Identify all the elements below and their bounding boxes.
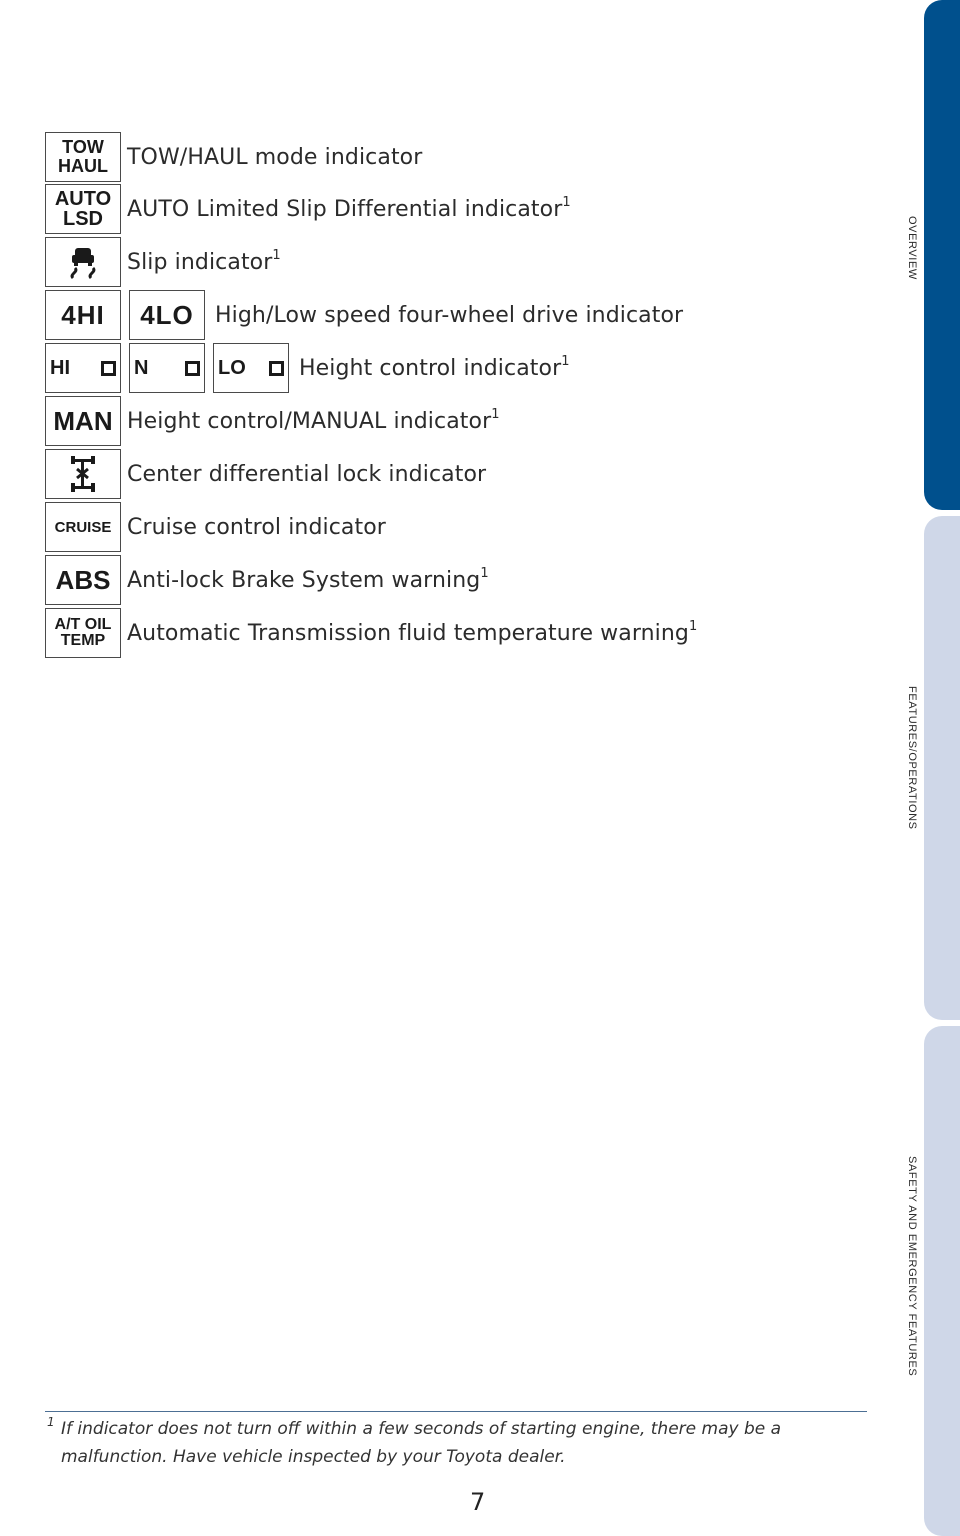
page-number: 7	[470, 1488, 486, 1516]
4hi-icon: 4HI	[45, 290, 121, 340]
icon-text-line: LSD	[63, 208, 103, 230]
auto-lsd-icon	[45, 184, 121, 234]
indicator-row-abs	[45, 555, 489, 605]
indicator-row-cruise	[45, 502, 386, 552]
indicator-row-slip	[45, 237, 281, 287]
4lo-icon: 4LO	[129, 290, 205, 340]
center-diff-lock-icon	[45, 449, 121, 499]
footnote-text: If indicator does not turn off within a few seconds of starting engine, there may be a malfunction. Have vehicle inspected by your Toyota dealer.	[61, 1419, 782, 1467]
indicator-label: Height control indicator$^1$	[299, 353, 570, 381]
slip-indicator-icon	[45, 237, 121, 287]
indicator-label: Anti-lock Brake System warning$^1$	[127, 565, 489, 593]
tab-overview[interactable]	[924, 0, 960, 510]
indicator-label: Automatic Transmission fluid temperature warning$^1$	[127, 618, 698, 646]
indicator-row-4wd	[45, 290, 683, 340]
indicator-row-tow-haul	[45, 132, 422, 182]
icon-text-line: TEMP	[60, 632, 106, 649]
indicator-label: Slip indicator$^1$	[127, 247, 281, 275]
height-lo-icon: LO	[213, 343, 289, 393]
indicator-label: High/Low speed four-wheel drive indicator	[215, 302, 684, 328]
indicator-label: AUTO Limited Slip Differential indicator$^1$	[127, 194, 571, 222]
height-n-icon: N	[129, 343, 205, 393]
indicator-row-auto-lsd	[45, 184, 571, 234]
height-hi-icon: HI	[45, 343, 121, 393]
tab-label-features-operations: FEATURES/OPERATIONS	[906, 686, 918, 830]
height-lamp-icon	[269, 361, 284, 376]
footnote	[45, 1415, 835, 1471]
footnote-ref: 1	[491, 406, 500, 422]
indicator-row-center-diff	[45, 449, 486, 499]
footnote-ref: 1	[480, 565, 489, 581]
tab-label-safety-emergency: SAFETY AND EMERGENCY FEATURES	[906, 1156, 918, 1377]
section-tabs	[924, 0, 960, 1536]
tab-features-operations[interactable]	[924, 516, 960, 1020]
manual-height-icon: MAN	[45, 396, 121, 446]
indicator-row-height-control	[45, 343, 570, 393]
icon-text-line: A/T OIL	[54, 616, 112, 633]
indicator-label: Center differential lock indicator	[127, 461, 487, 487]
tow-haul-icon	[45, 132, 121, 182]
icon-text-line: HAUL	[58, 156, 108, 176]
indicator-label: Height control/MANUAL indicator$^1$	[127, 406, 500, 434]
footnote-ref: 1	[561, 353, 570, 369]
footnote-ref: 1	[688, 618, 698, 634]
height-lamp-icon	[101, 361, 116, 376]
indicator-row-at-oil-temp	[45, 608, 697, 658]
footnote-ref: 1	[272, 247, 281, 263]
height-lamp-icon	[185, 361, 200, 376]
tab-label-overview: OVERVIEW	[906, 216, 918, 280]
at-oil-temp-icon	[45, 608, 121, 658]
icon-text-line: TOW	[62, 137, 104, 157]
indicator-label: Cruise control indicator	[127, 514, 386, 540]
footnote-ref: 1	[562, 194, 571, 210]
footnote-marker: 1	[47, 1415, 55, 1429]
footnote-divider	[45, 1411, 867, 1412]
icon-text-line: AUTO	[54, 188, 112, 210]
abs-icon: ABS	[45, 555, 121, 605]
tab-safety-emergency[interactable]	[924, 1026, 960, 1536]
indicator-label: TOW/HAUL mode indicator	[127, 144, 423, 170]
cruise-icon: CRUISE	[45, 502, 121, 552]
indicator-row-manual	[45, 396, 500, 446]
